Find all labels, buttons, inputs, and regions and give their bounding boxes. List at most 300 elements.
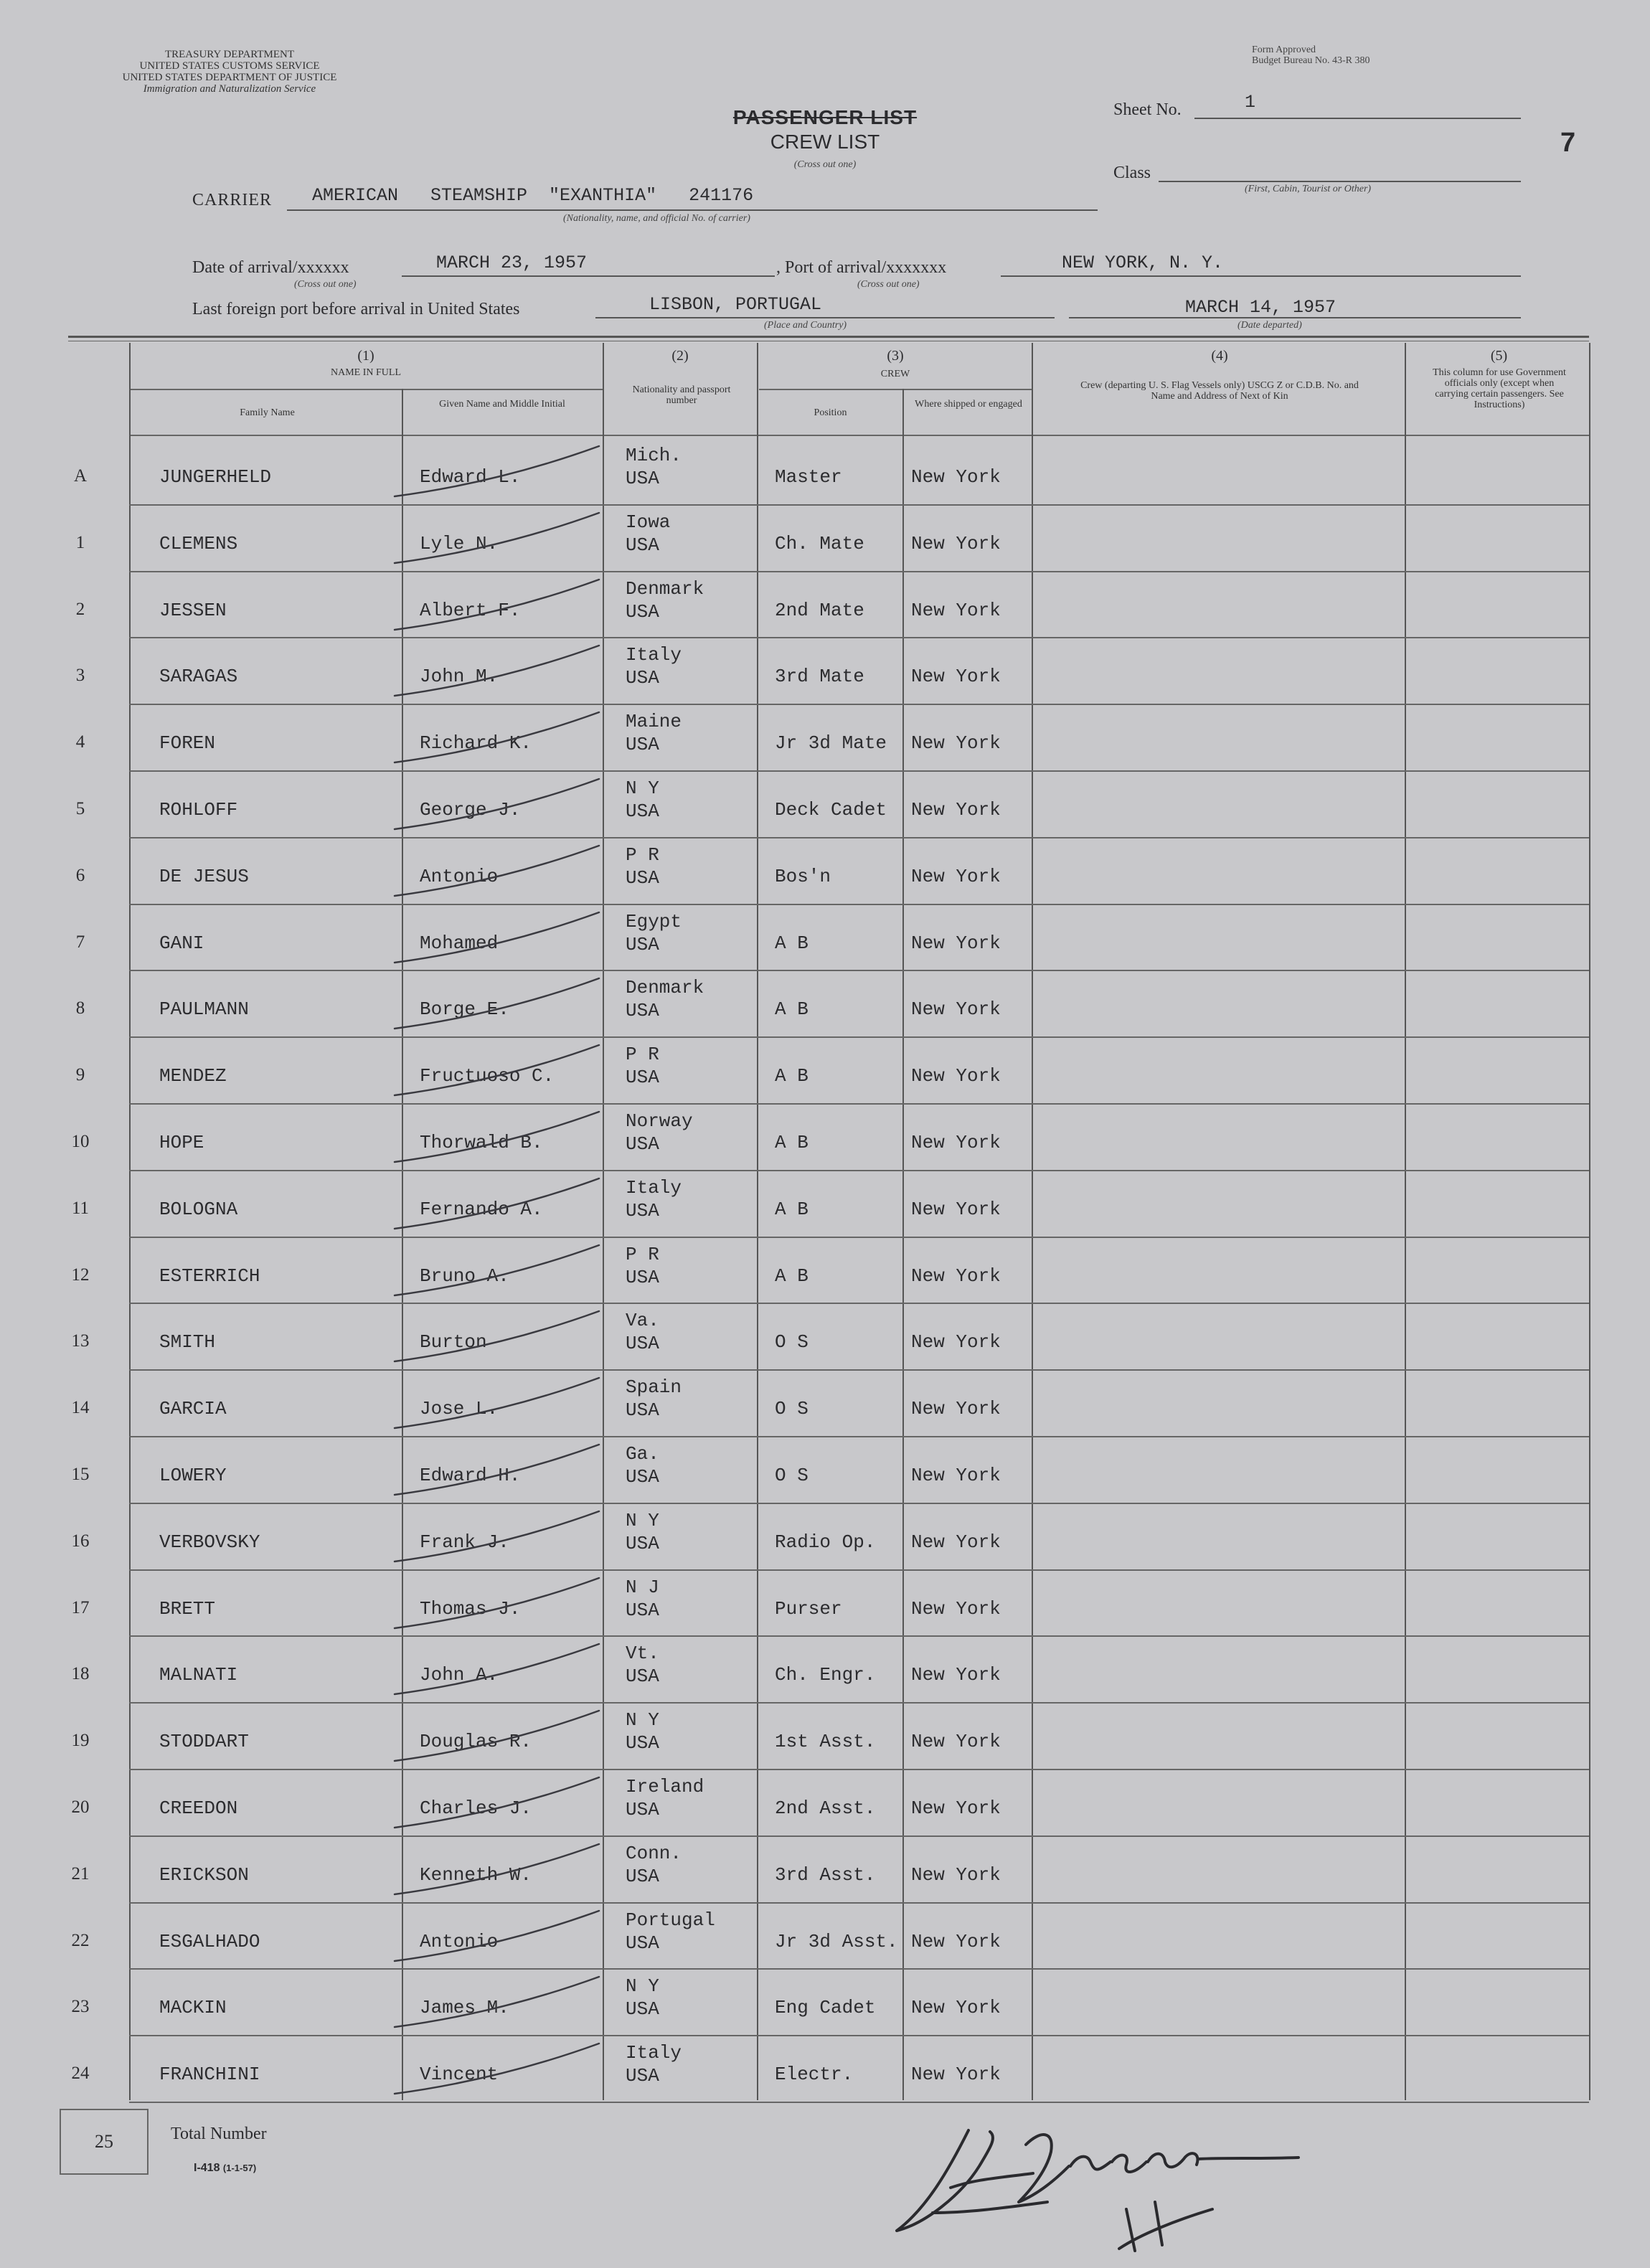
row-number: 24 [71, 2064, 90, 2084]
shipped-cell: New York [911, 1797, 1001, 1819]
family-name-cell: FRANCHINI [159, 2064, 260, 2086]
row-divider [129, 970, 1589, 971]
shipped-cell: New York [911, 1398, 1001, 1420]
row-divider [129, 1635, 1589, 1637]
given-name-cell: Vincent [420, 2064, 499, 2086]
arrival-underline [402, 275, 775, 277]
header-divider [129, 389, 604, 390]
given-name-cell: Charles J. [420, 1797, 532, 1819]
title-crossed-out: PASSENGER LIST [732, 106, 918, 128]
position-cell: Purser [775, 1597, 842, 1620]
check-mark-path [395, 1178, 599, 1229]
col5-title: This column for use Government officials only (except when carrying certain passengers. See Instructions) [1433, 367, 1566, 410]
check-mark-stroke [391, 1038, 692, 1102]
nationality-cell: Vt. [626, 1643, 659, 1665]
family-name-cell: FOREN [159, 732, 216, 755]
row-number: 21 [71, 1863, 90, 1884]
nationality-cell: Va. [626, 1310, 659, 1332]
given-name-cell: Antonio [420, 1930, 499, 1952]
row-number: 7 [75, 932, 85, 952]
shipped-cell: New York [911, 799, 1001, 821]
row-number: 4 [75, 732, 85, 752]
check-mark-path [395, 1511, 599, 1561]
passport-cell: USA [626, 1599, 659, 1621]
family-name-cell: BRETT [159, 1597, 216, 1620]
row-number: 20 [71, 1797, 90, 1817]
row-number: 5 [75, 799, 85, 818]
last-port-value: LISBON, PORTUGAL [649, 294, 822, 315]
row-divider [129, 704, 1589, 705]
passport-cell: USA [626, 667, 659, 689]
nationality-cell: Italy [626, 1176, 682, 1199]
nationality-cell: P R [626, 1243, 659, 1265]
header-divider [759, 389, 1032, 390]
row-number: 15 [71, 1465, 90, 1484]
passport-cell: USA [626, 1932, 659, 1954]
position-cell: O S [775, 1331, 808, 1353]
position-cell: Ch. Engr. [775, 1664, 876, 1686]
row-number: 16 [71, 1531, 90, 1551]
given-name-cell: Richard K. [420, 732, 532, 755]
passport-cell: USA [626, 1732, 659, 1754]
col-shipped-header: Where shipped or engaged [915, 399, 1022, 410]
passport-cell: USA [626, 1133, 659, 1155]
passport-cell: USA [626, 1199, 659, 1222]
given-name-cell: Mohamed [420, 932, 499, 954]
col-family-header: Family Name [240, 407, 295, 418]
position-cell: O S [775, 1398, 808, 1420]
row-number: 19 [71, 1731, 90, 1751]
check-mark-stroke [391, 705, 692, 770]
given-name-cell: Frank J. [420, 1531, 509, 1553]
agency-line: UNITED STATES CUSTOMS SERVICE [139, 60, 320, 72]
col3-title: CREW [880, 369, 910, 379]
position-cell: 2nd Asst. [775, 1797, 876, 1819]
check-mark-path [395, 580, 599, 630]
sheet-underline [1194, 118, 1521, 119]
nationality-cell: Maine [626, 711, 682, 733]
family-name-cell: SMITH [159, 1331, 216, 1353]
given-name-cell: Douglas R. [420, 1731, 532, 1753]
shipped-cell: New York [911, 666, 1001, 688]
given-name-cell: Bruno A. [420, 1265, 509, 1287]
arrival-value: MARCH 23, 1957 [436, 252, 588, 273]
position-cell: A B [775, 998, 808, 1021]
given-name-cell: John A. [420, 1664, 499, 1686]
row-divider [129, 904, 1589, 905]
family-name-cell: MENDEZ [159, 1065, 227, 1087]
check-mark-path [395, 513, 599, 563]
check-mark-path [395, 779, 599, 829]
port-underline [1001, 275, 1521, 277]
check-mark-path [395, 912, 599, 963]
nationality-cell: Italy [626, 644, 682, 666]
class-label: Class [1113, 164, 1151, 182]
row-number: 17 [71, 1597, 90, 1617]
col4-title: Crew (departing U. S. Flag Vessels only) USCG Z or C.D.B. No. and Name and Address of Next of Kin [1080, 380, 1359, 402]
check-mark-path [395, 1644, 599, 1694]
check-mark-stroke [391, 638, 692, 703]
position-cell: Master [775, 466, 842, 488]
check-mark-stroke [391, 1105, 692, 1169]
last-port-label: Last foreign port before arrival in United States [192, 300, 520, 318]
row-divider [129, 1103, 1589, 1105]
family-name-cell: STODDART [159, 1731, 249, 1753]
nationality-cell: Ga. [626, 1443, 659, 1465]
family-name-cell: SARAGAS [159, 666, 238, 688]
col1-title: NAME IN FULL [331, 367, 401, 378]
form-approved-line: Form Approved [1252, 44, 1316, 55]
check-mark-stroke [391, 1970, 692, 2034]
family-name-cell: CREEDON [159, 1797, 238, 1819]
row-number: 6 [75, 865, 85, 885]
check-mark-path [395, 446, 599, 496]
given-name-cell: Borge E. [420, 998, 509, 1021]
family-name-cell: LOWERY [159, 1465, 227, 1486]
agency-line: TREASURY DEPARTMENT [164, 49, 295, 60]
passport-cell: USA [626, 1998, 659, 2021]
given-name-cell: James M. [420, 1997, 509, 2019]
position-cell: Ch. Mate [775, 532, 864, 554]
row-number: 12 [71, 1265, 90, 1285]
family-name-cell: GANI [159, 932, 204, 954]
given-name-cell: Fernando A. [420, 1198, 543, 1220]
family-name-cell: ERICKSON [159, 1863, 249, 1886]
shipped-cell: New York [911, 1065, 1001, 1087]
row-divider [129, 1369, 1589, 1371]
budget-bureau-line: Budget Bureau No. 43-R 380 [1252, 55, 1370, 66]
passport-cell: USA [626, 600, 659, 623]
nationality-cell: Italy [626, 2042, 682, 2064]
port-label: , Port of arrival/xxxxxxx [776, 258, 947, 277]
check-mark-stroke [391, 1504, 692, 1569]
row-number: 3 [75, 666, 85, 686]
row-divider [129, 1968, 1589, 1970]
check-mark-stroke [391, 1304, 692, 1369]
check-mark-stroke [391, 971, 692, 1036]
check-mark-path [395, 1578, 599, 1628]
form-approved [1252, 44, 1370, 66]
check-mark-path [395, 1245, 599, 1295]
nationality-cell: Mich. [626, 445, 682, 466]
family-name-cell: CLEMENS [159, 532, 238, 554]
nationality-cell: P R [626, 844, 659, 866]
check-mark-stroke [391, 572, 692, 637]
row-divider [129, 637, 1589, 638]
row-number: 2 [75, 599, 85, 619]
position-cell: Jr 3d Asst. [775, 1930, 898, 1952]
row-divider [129, 1237, 1589, 1238]
document-title: CREW LIST [770, 131, 880, 153]
shipped-cell: New York [911, 2064, 1001, 2086]
check-mark-path [395, 1378, 599, 1428]
check-mark-path [395, 1844, 599, 1894]
arrival-note: (Cross out one) [294, 279, 357, 290]
row-divider [129, 571, 1589, 572]
position-cell: A B [775, 1198, 808, 1220]
row-divider [129, 1569, 1589, 1571]
nationality-cell: Conn. [626, 1842, 682, 1864]
row-divider [129, 1902, 1589, 1904]
check-mark-path [395, 1045, 599, 1095]
row-number: 10 [71, 1132, 90, 1151]
position-cell: A B [775, 1065, 808, 1087]
given-name-cell: John M. [420, 666, 499, 688]
shipped-cell: New York [911, 932, 1001, 954]
row-divider [129, 1036, 1589, 1038]
col-given-header: Given Name and Middle Initial [439, 399, 565, 410]
shipped-cell: New York [911, 865, 1001, 887]
carrier-underline [287, 209, 1098, 211]
check-mark-stroke [391, 1238, 692, 1303]
page-number: 7 [1560, 128, 1576, 158]
check-mark-stroke [391, 1704, 692, 1768]
check-mark-path [395, 712, 599, 762]
family-name-cell: VERBOVSKY [159, 1531, 260, 1553]
passport-cell: USA [626, 1266, 659, 1288]
family-name-cell: JESSEN [159, 599, 227, 621]
nationality-cell: Spain [626, 1376, 682, 1399]
position-cell: Jr 3d Mate [775, 732, 887, 755]
passport-cell: USA [626, 1067, 659, 1089]
shipped-cell: New York [911, 599, 1001, 621]
position-cell: 3rd Mate [775, 666, 864, 688]
family-name-cell: ESGALHADO [159, 1930, 260, 1952]
nationality-cell: Denmark [626, 577, 704, 600]
class-underline [1159, 181, 1521, 182]
port-value: NEW YORK, N. Y. [1062, 252, 1224, 273]
given-name-cell: Albert F. [420, 599, 521, 621]
given-name-cell: Jose L. [420, 1398, 499, 1420]
given-name-cell: Edward L. [420, 466, 521, 488]
signature [882, 2087, 1342, 2259]
departed-value: MARCH 14, 1957 [1185, 297, 1336, 318]
passport-cell: USA [626, 800, 659, 822]
check-mark-path [395, 1777, 599, 1828]
row-number: 8 [75, 998, 85, 1019]
check-mark-stroke [391, 1171, 692, 1236]
agency-block [72, 49, 387, 95]
family-name-cell: DE JESUS [159, 865, 249, 887]
check-mark-path [395, 2043, 599, 2094]
shipped-cell: New York [911, 1997, 1001, 2019]
carrier-note: (Nationality, name, and official No. of carrier) [563, 213, 750, 224]
arrival-label: Date of arrival/xxxxxx [192, 258, 349, 277]
check-mark-path [395, 1911, 599, 1961]
check-mark-stroke [391, 1637, 692, 1701]
shipped-cell: New York [911, 1465, 1001, 1486]
row-number: 11 [71, 1198, 90, 1218]
passport-cell: USA [626, 534, 659, 556]
nationality-cell: Denmark [626, 977, 704, 999]
check-mark-stroke [391, 1904, 692, 1968]
check-mark-stroke [391, 2036, 692, 2101]
passport-cell: USA [626, 933, 659, 955]
last-port-note: (Place and Country) [764, 320, 847, 331]
family-name-cell: HOPE [159, 1132, 204, 1153]
row-number: 18 [71, 1664, 90, 1684]
sheet-label: Sheet No. [1113, 100, 1182, 119]
check-mark-stroke [391, 506, 692, 570]
col5-number: (5) [1490, 348, 1508, 364]
check-mark-stroke [391, 1837, 692, 1901]
row-number: 14 [71, 1398, 90, 1418]
carrier-label: CARRIER [192, 191, 273, 209]
form-id [194, 2162, 256, 2175]
total-number-label: Total Number [171, 2125, 267, 2143]
passport-cell: USA [626, 468, 659, 489]
row-divider [129, 1835, 1589, 1837]
nationality-cell: N Y [626, 1709, 659, 1731]
row-divider [129, 2102, 1589, 2103]
family-name-cell: JUNGERHELD [159, 466, 272, 488]
sheet-value: 1 [1245, 92, 1256, 113]
position-cell: Bos'n [775, 865, 831, 887]
nationality-cell: Iowa [626, 511, 671, 533]
shipped-cell: New York [911, 1863, 1001, 1886]
given-name-cell: Burton [420, 1331, 487, 1353]
row-divider [129, 770, 1589, 772]
row-divider [129, 504, 1589, 506]
passport-cell: USA [626, 1333, 659, 1355]
check-mark-path [395, 1977, 599, 2027]
row-divider [129, 2035, 1589, 2036]
col3-number: (3) [887, 348, 904, 364]
row-number: 1 [75, 532, 85, 552]
col1-number: (1) [357, 348, 374, 364]
row-number: 13 [71, 1331, 90, 1351]
shipped-cell: New York [911, 1198, 1001, 1220]
position-cell: 1st Asst. [775, 1731, 876, 1753]
shipped-cell: New York [911, 1597, 1001, 1620]
family-name-cell: MACKIN [159, 1997, 227, 2019]
position-cell: Eng Cadet [775, 1997, 876, 2019]
given-name-cell: Thorwald B. [420, 1132, 543, 1153]
check-mark-path [395, 1445, 599, 1495]
agency-line: Immigration and Naturalization Service [143, 83, 316, 95]
check-mark-stroke [391, 838, 692, 903]
nationality-cell: Ireland [626, 1776, 704, 1797]
position-cell: O S [775, 1465, 808, 1486]
check-mark-stroke [391, 1571, 692, 1635]
check-mark-stroke [391, 772, 692, 836]
shipped-cell: New York [911, 1664, 1001, 1686]
check-mark-path [395, 1711, 599, 1761]
family-name-cell: ESTERRICH [159, 1265, 260, 1287]
row-number: 9 [75, 1065, 85, 1085]
row-number: 23 [71, 1997, 90, 2017]
shipped-cell: New York [911, 732, 1001, 755]
family-name-cell: ROHLOFF [159, 799, 238, 821]
position-cell: A B [775, 1265, 808, 1287]
passport-cell: USA [626, 1865, 659, 1887]
nationality-cell: N Y [626, 1975, 659, 1998]
given-name-cell: Edward H. [420, 1465, 521, 1486]
title-note: (Cross out one) [793, 159, 857, 170]
position-cell: 3rd Asst. [775, 1863, 876, 1886]
shipped-cell: New York [911, 1132, 1001, 1153]
position-cell: Radio Op. [775, 1531, 876, 1553]
shipped-cell: New York [911, 1265, 1001, 1287]
check-mark-path [395, 846, 599, 896]
row-divider [129, 1503, 1589, 1504]
passport-cell: USA [626, 1799, 659, 1820]
passport-cell: USA [626, 2065, 659, 2087]
check-mark-path [395, 978, 599, 1029]
row-divider [129, 1303, 1589, 1304]
family-name-cell: BOLOGNA [159, 1198, 238, 1220]
position-cell: Deck Cadet [775, 799, 887, 821]
class-note: (First, Cabin, Tourist or Other) [1245, 184, 1372, 194]
form-date-text: (1-1-57) [222, 2163, 257, 2173]
header-bottom-rule [129, 435, 1589, 436]
row-divider [129, 1769, 1589, 1770]
departed-note: (Date departed) [1238, 320, 1302, 331]
agency-line: UNITED STATES DEPARTMENT OF JUSTICE [122, 72, 337, 83]
col-position-header: Position [814, 407, 847, 418]
row-number: 22 [71, 1930, 90, 1950]
check-mark-path [395, 1311, 599, 1361]
shipped-cell: New York [911, 1331, 1001, 1353]
position-cell: 2nd Mate [775, 599, 864, 621]
shipped-cell: New York [911, 1930, 1001, 1952]
row-divider [129, 1170, 1589, 1171]
nationality-cell: P R [626, 1044, 659, 1066]
nationality-cell: Egypt [626, 910, 682, 932]
col4-number: (4) [1211, 348, 1228, 364]
check-mark-stroke [391, 1371, 692, 1435]
nationality-cell: Norway [626, 1110, 693, 1132]
shipped-cell: New York [911, 466, 1001, 488]
carrier-value: AMERICAN STEAMSHIP "EXANTHIA" 241176 [312, 185, 754, 206]
check-mark-stroke [391, 439, 692, 504]
shipped-cell: New York [911, 1531, 1001, 1553]
row-number: A [73, 466, 88, 486]
last-port-underline [595, 317, 1055, 318]
passport-cell: USA [626, 1665, 659, 1688]
table-vline [902, 389, 904, 2100]
nationality-cell: N Y [626, 778, 659, 799]
nationality-cell: N Y [626, 1509, 659, 1531]
shipped-cell: New York [911, 1731, 1001, 1753]
shipped-cell: New York [911, 532, 1001, 554]
given-name-cell: George J. [420, 799, 521, 821]
check-mark-stroke [391, 1770, 692, 1835]
port-note: (Cross out one) [857, 279, 920, 290]
row-divider [129, 1702, 1589, 1704]
passport-cell: USA [626, 1000, 659, 1022]
total-number-box: 25 [60, 2109, 148, 2175]
given-name-cell: Thomas J. [420, 1597, 521, 1620]
table-top-rule [68, 336, 1589, 338]
given-name-cell: Lyle N. [420, 532, 499, 554]
check-mark-path [395, 1112, 599, 1162]
passport-cell: USA [626, 734, 659, 756]
passport-cell: USA [626, 1532, 659, 1554]
given-name-cell: Kenneth W. [420, 1863, 532, 1886]
row-divider [129, 837, 1589, 838]
position-cell: A B [775, 932, 808, 954]
position-cell: A B [775, 1132, 808, 1153]
position-cell: Electr. [775, 2064, 854, 2086]
row-divider [129, 1436, 1589, 1437]
given-name-cell: Fructuoso C. [420, 1065, 555, 1087]
check-mark-stroke [391, 905, 692, 970]
nationality-cell: Portugal [626, 1909, 715, 1931]
table-vline [1589, 343, 1590, 2100]
passport-cell: USA [626, 866, 659, 889]
family-name-cell: MALNATI [159, 1664, 238, 1686]
